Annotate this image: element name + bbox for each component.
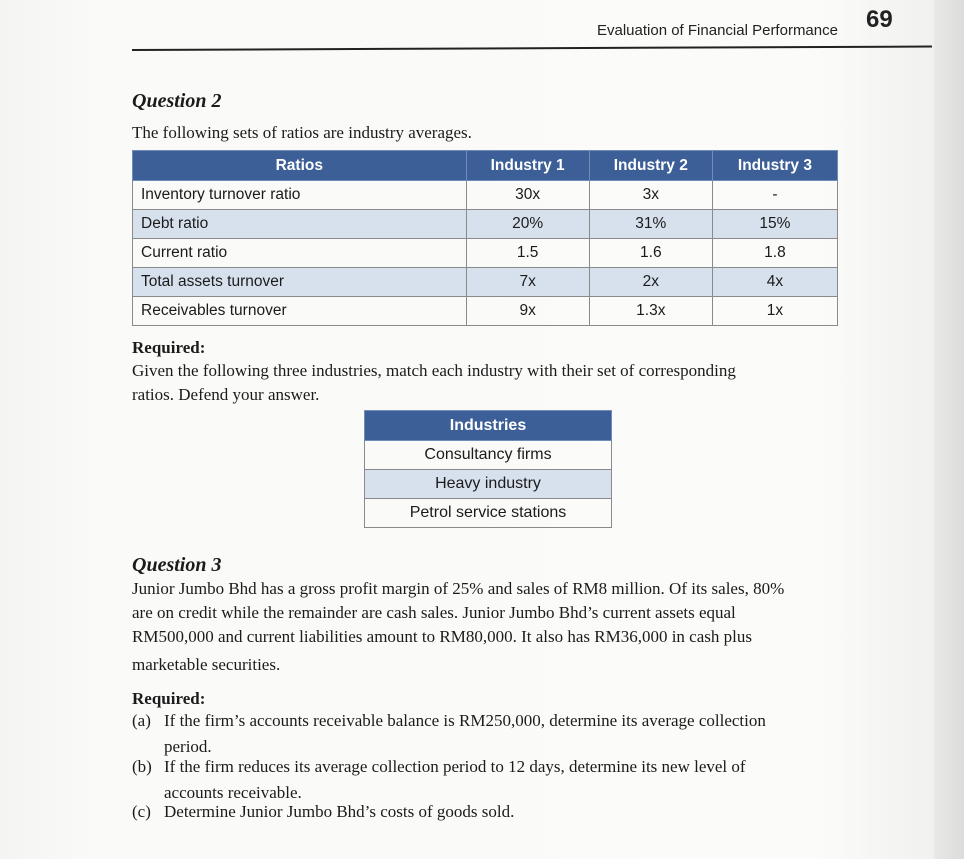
industry-3-col-header: Industry 3 (712, 151, 837, 181)
ratio-label: Total assets turnover (133, 268, 467, 297)
running-head: Evaluation of Financial Performance (597, 22, 838, 39)
item-marker: (c) (132, 802, 151, 821)
question-2-required-label: Required: (132, 338, 206, 357)
table-cell: 4x (712, 268, 837, 297)
page-number: 69 (866, 6, 893, 33)
ratios-col-header: Ratios (133, 151, 467, 181)
table-cell: 9x (466, 297, 589, 326)
table-cell: 20% (466, 210, 589, 239)
industry-2-col-header: Industry 2 (589, 151, 712, 181)
item-line-2: accounts receivable. (164, 783, 302, 802)
question-3-line-3: RM500,000 and current liabilities amount to RM80,000. It also has RM36,000 in cash plus (132, 627, 752, 646)
table-row (133, 181, 838, 210)
item-marker: (a) (132, 711, 151, 730)
question-3-line-4: marketable securities. (132, 655, 281, 674)
question-3-title: Question 3 (132, 554, 222, 576)
table-row (133, 268, 838, 297)
ratio-label: Debt ratio (133, 210, 467, 239)
table-row (133, 210, 838, 239)
industries-col-header: Industries (365, 411, 612, 441)
page-edge (934, 0, 964, 859)
table-row (365, 470, 612, 499)
industry-item: Petrol service stations (365, 499, 612, 528)
table-cell: 1.8 (712, 239, 837, 268)
table-row (133, 239, 838, 268)
question-2-intro: The following sets of ratios are industry averages. (132, 123, 472, 142)
table-cell: - (712, 181, 837, 210)
table-cell: 3x (589, 181, 712, 210)
table-cell: 1.5 (466, 239, 589, 268)
industry-item: Heavy industry (365, 470, 612, 499)
table-cell: 1.6 (589, 239, 712, 268)
table-cell: 15% (712, 210, 837, 239)
question-3-line-1: Junior Jumbo Bhd has a gross profit margin of 25% and sales of RM8 million. Of its sales, 80% (132, 579, 785, 598)
industries-header-row (365, 411, 612, 441)
table-cell: 1x (712, 297, 837, 326)
ratio-label: Current ratio (133, 239, 467, 268)
ratio-label: Receivables turnover (133, 297, 467, 326)
list-item (132, 800, 838, 824)
ratios-header-row (133, 151, 838, 181)
item-line-2: period. (164, 737, 212, 756)
question-3-line-2: are on credit while the remainder are cash sales. Junior Jumbo Bhd’s current assets equal (132, 603, 736, 622)
item-line-1: Determine Junior Jumbo Bhd’s costs of goods sold. (164, 802, 515, 821)
table-row (133, 297, 838, 326)
question-2-required-line-2: ratios. Defend your answer. (132, 385, 320, 404)
table-cell: 30x (466, 181, 589, 210)
ratio-label: Inventory turnover ratio (133, 181, 467, 210)
industries-table (364, 410, 612, 528)
item-line-1: If the firm reduces its average collection period to 12 days, determine its new level of (164, 757, 746, 776)
table-cell: 7x (466, 268, 589, 297)
table-row (365, 499, 612, 528)
ratios-table (132, 150, 838, 326)
table-cell: 2x (589, 268, 712, 297)
table-cell: 31% (589, 210, 712, 239)
list-item (132, 755, 838, 803)
table-cell: 1.3x (589, 297, 712, 326)
list-item (132, 709, 838, 757)
item-line-1: If the firm’s accounts receivable balance is RM250,000, determine its average collection (164, 711, 766, 730)
question-3-required-label: Required: (132, 689, 206, 708)
item-marker: (b) (132, 757, 152, 776)
industry-item: Consultancy firms (365, 441, 612, 470)
table-row (365, 441, 612, 470)
question-2-title: Question 2 (132, 90, 222, 112)
industry-1-col-header: Industry 1 (466, 151, 589, 181)
question-2-required-line-1: Given the following three industries, match each industry with their set of corresponding (132, 361, 736, 380)
